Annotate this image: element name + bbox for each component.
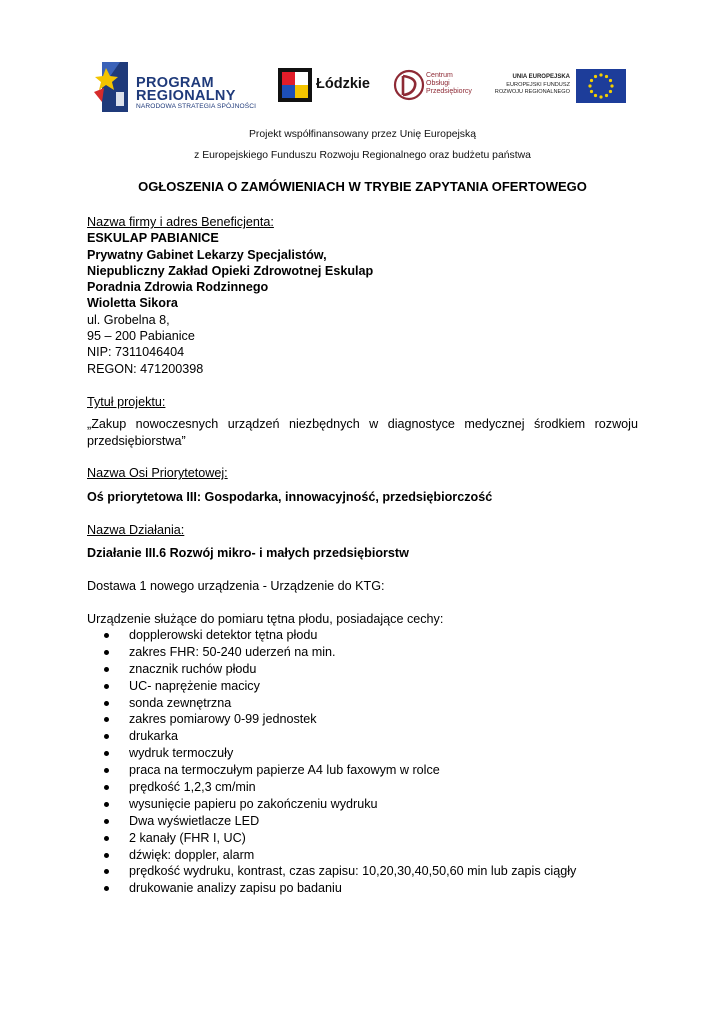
logo-bar <box>0 54 725 116</box>
centrum-logo-text <box>426 72 472 96</box>
lodzkie-emblem-icon <box>278 68 312 102</box>
device-feature-text: zakres FHR: 50-240 uderzeń na min. <box>129 644 336 659</box>
device-intro: Urządzenie służące do pomiaru tętna płodu, posiadające cechy: <box>87 612 444 626</box>
device-feature-item <box>103 779 576 796</box>
project-title-label: Tytuł projektu: <box>87 395 166 409</box>
eu-logo-line2: EUROPEJSKI FUNDUSZ <box>506 81 570 88</box>
priority-axis-value: Oś priorytetowa III: Gospodarka, innowacyjność, przedsiębiorczość <box>87 490 493 504</box>
device-feature-text: sonda zewnętrzna <box>129 695 232 710</box>
beneficiary-label: Nazwa firmy i adres Beneficjenta: <box>87 215 274 229</box>
device-feature-item <box>103 830 576 847</box>
device-feature-item <box>103 661 576 678</box>
eu-logo-line3: ROZWOJU REGIONALNEGO <box>494 89 570 95</box>
centrum-logo-line2: Obsługi <box>426 80 450 87</box>
device-feature-text: drukarka <box>129 729 178 744</box>
beneficiary-name-line: ESKULAP PABIANICE <box>87 231 219 245</box>
bullet-icon <box>104 684 109 689</box>
device-feature-item <box>103 813 576 830</box>
program-regionalny-emblem-icon <box>92 58 130 112</box>
beneficiary-address-line: 95 – 200 Pabianice <box>87 329 195 343</box>
device-feature-item <box>103 847 576 864</box>
lodzkie-logo <box>278 68 374 104</box>
bullet-icon <box>104 734 109 739</box>
device-feature-item <box>103 644 576 661</box>
bullet-icon <box>104 701 109 706</box>
device-feature-item <box>103 695 576 712</box>
cofinancing-line-2: z Europejskiego Funduszu Rozwoju Regionalnego oraz budżetu państwa <box>194 150 531 161</box>
device-feature-item <box>103 728 576 745</box>
device-feature-text: wysunięcie papieru po zakończeniu wydruku <box>129 796 378 811</box>
beneficiary-name-line: Prywatny Gabinet Lekarzy Specjalistów, <box>87 248 327 262</box>
beneficiary-name-line: Niepubliczny Zakład Opieki Zdrowotnej Eskulap <box>87 264 374 278</box>
device-feature-text: znacznik ruchów płodu <box>129 661 257 676</box>
device-feature-text: dopplerowski detektor tętna płodu <box>129 628 318 642</box>
centrum-logo-line1: Centrum <box>426 72 453 79</box>
device-feature-text: drukowanie analizy zapisu po badaniu <box>129 881 342 896</box>
centrum-obslugi-logo <box>393 68 483 104</box>
bullet-icon <box>104 785 109 790</box>
beneficiary-name-line: Wioletta Sikora <box>87 296 178 310</box>
bullet-icon <box>104 633 109 638</box>
device-feature-item <box>103 711 576 728</box>
device-feature-text: Dwa wyświetlacze LED <box>129 813 260 828</box>
device-feature-text: UC- naprężenie macicy <box>129 678 260 693</box>
beneficiary-address-line: ul. Grobelna 8, <box>87 313 170 327</box>
bullet-icon <box>104 869 109 874</box>
bullet-icon <box>104 802 109 807</box>
centrum-emblem-icon <box>393 68 425 102</box>
device-feature-list <box>103 627 576 897</box>
eu-logo-line1: UNIA EUROPEJSKA <box>512 74 570 80</box>
program-logo-line2: REGIONALNY <box>136 88 236 104</box>
centrum-logo-line3: Przedsiębiorcy <box>426 88 472 95</box>
program-regionalny-logo <box>92 58 262 114</box>
device-feature-item <box>103 678 576 695</box>
device-feature-text: 2 kanały (FHR I, UC) <box>129 830 246 845</box>
device-feature-text: prędkość wydruku, kontrast, czas zapisu: 10,20,30,40,50,60 min lub zapis ciągły <box>129 864 577 879</box>
bullet-icon <box>104 667 109 672</box>
device-feature-text: dźwięk: doppler, alarm <box>129 847 255 862</box>
bullet-icon <box>104 853 109 858</box>
beneficiary-name-line: Poradnia Zdrowia Rodzinnego <box>87 280 269 294</box>
device-feature-item <box>103 863 576 880</box>
cofinancing-line-1: Projekt współfinansowany przez Unię Europejską <box>249 129 476 140</box>
page-title: OGŁOSZENIA O ZAMÓWIENIACH W TRYBIE ZAPYTANIA OFERTOWEGO <box>138 179 587 194</box>
program-logo-line3: NARODOWA STRATEGIA SPÓJNOŚCI <box>136 103 257 110</box>
bullet-icon <box>104 717 109 722</box>
lodzkie-logo-text: Łódzkie <box>316 76 370 92</box>
bullet-icon <box>104 650 109 655</box>
program-logo-line1: PROGRAM <box>136 75 214 91</box>
device-feature-item <box>103 745 576 762</box>
bullet-icon <box>104 768 109 773</box>
bullet-icon <box>104 751 109 756</box>
device-feature-text: prędkość 1,2,3 cm/min <box>129 780 256 795</box>
eu-logo <box>494 68 626 104</box>
eu-flag-icon <box>576 69 626 103</box>
bullet-icon <box>104 886 109 891</box>
device-feature-text: wydruk termoczuły <box>129 746 234 761</box>
action-value: Działanie III.6 Rozwój mikro- i małych przedsiębiorstw <box>87 546 409 560</box>
beneficiary-nip: NIP: 7311046404 <box>87 345 185 359</box>
device-feature-item <box>103 880 576 897</box>
device-feature-item <box>103 762 576 779</box>
priority-axis-label: Nazwa Osi Priorytetowej: <box>87 466 228 480</box>
bullet-icon <box>104 836 109 841</box>
project-title-text: „Zakup nowoczesnych urządzeń niezbędnych w diagnostyce medycznej środkiem rozwoju przedsiębiorstwa” <box>87 417 638 448</box>
beneficiary-regon: REGON: 471200398 <box>87 362 204 376</box>
device-feature-text: zakres pomiarowy 0-99 jednostek <box>129 712 317 727</box>
device-feature-text: praca na termoczułym papierze A4 lub faxowym w rolce <box>129 763 440 778</box>
device-feature-item <box>103 627 576 644</box>
eu-logo-text <box>495 74 570 97</box>
bullet-icon <box>104 819 109 824</box>
action-label: Nazwa Działania: <box>87 523 185 537</box>
delivery-text: Dostawa 1 nowego urządzenia - Urządzenie do KTG: <box>87 579 385 593</box>
device-feature-item <box>103 796 576 813</box>
